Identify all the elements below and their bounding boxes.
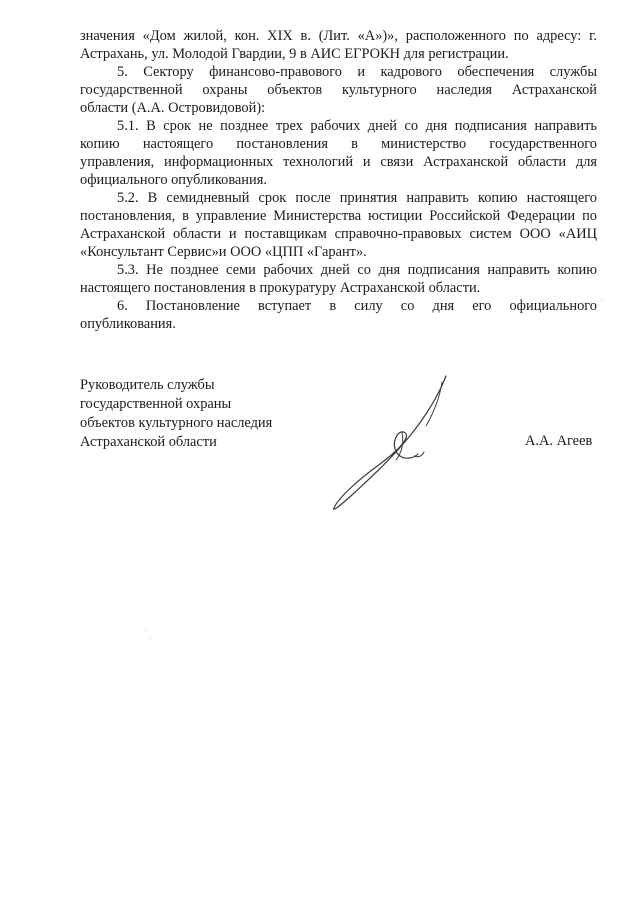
signatory-title-line: государственной охраны xyxy=(80,396,232,412)
scan-speck xyxy=(601,300,602,301)
body-line-item-6: 6. Постановление вступает в силу со дня его официального xyxy=(117,298,597,314)
body-line-item-5-3: 5.3. Не позднее семи рабочих дней со дня подписания направить копию xyxy=(117,262,597,278)
body-text: значения «Дом жилой, кон. XIX в. (Лит. «А»)», расположенного по адресу: г. xyxy=(80,28,597,44)
signatory-title-line: Руководитель службы xyxy=(80,377,215,393)
handwritten-signature xyxy=(318,372,468,520)
body-line xyxy=(80,28,597,45)
scan-speck xyxy=(150,638,151,639)
body-line: Астраханской области и поставщикам справочно-правовых систем ООО «АИЦ xyxy=(80,226,597,242)
signer-name: А.А. Агеев xyxy=(525,433,593,449)
body-line-item-5-1: 5.1. В срок не позднее трех рабочих дней со дня подписания направить xyxy=(117,118,597,134)
body-line: «Консультант Сервис»и ООО «ЦПП «Гарант». xyxy=(80,244,367,260)
body-line: государственной охраны объектов культурного наследия Астраханской xyxy=(80,82,597,98)
signatory-title-line: объектов культурного наследия xyxy=(80,415,273,431)
body-line: официального опубликования. xyxy=(80,172,267,188)
body-line-item-5-2: 5.2. В семидневный срок после принятия направить копию настоящего xyxy=(117,190,597,206)
body-line: постановления, в управление Министерства юстиции Российской Федерации по xyxy=(80,208,597,224)
signatory-title xyxy=(80,376,272,452)
body-line: копию настоящего постановления в министерство государственного xyxy=(80,136,597,152)
body-line: опубликования. xyxy=(80,316,176,332)
body-line: Астрахань, ул. Молодой Гвардии, 9 в АИС ЕГРОКН для регистрации. xyxy=(80,46,509,62)
signatory-title-line: Астраханской области xyxy=(80,434,217,450)
body-line: настоящего постановления в прокуратуру Астраханской области. xyxy=(80,280,481,296)
body-line-item-5: 5. Сектору финансово-правового и кадрового обеспечения службы xyxy=(117,64,597,80)
scan-speck xyxy=(145,630,146,631)
body-line: области (А.А. Островидовой): xyxy=(80,100,266,116)
body-line: управления, информационных технологий и связи Астраханской области для xyxy=(80,154,597,170)
